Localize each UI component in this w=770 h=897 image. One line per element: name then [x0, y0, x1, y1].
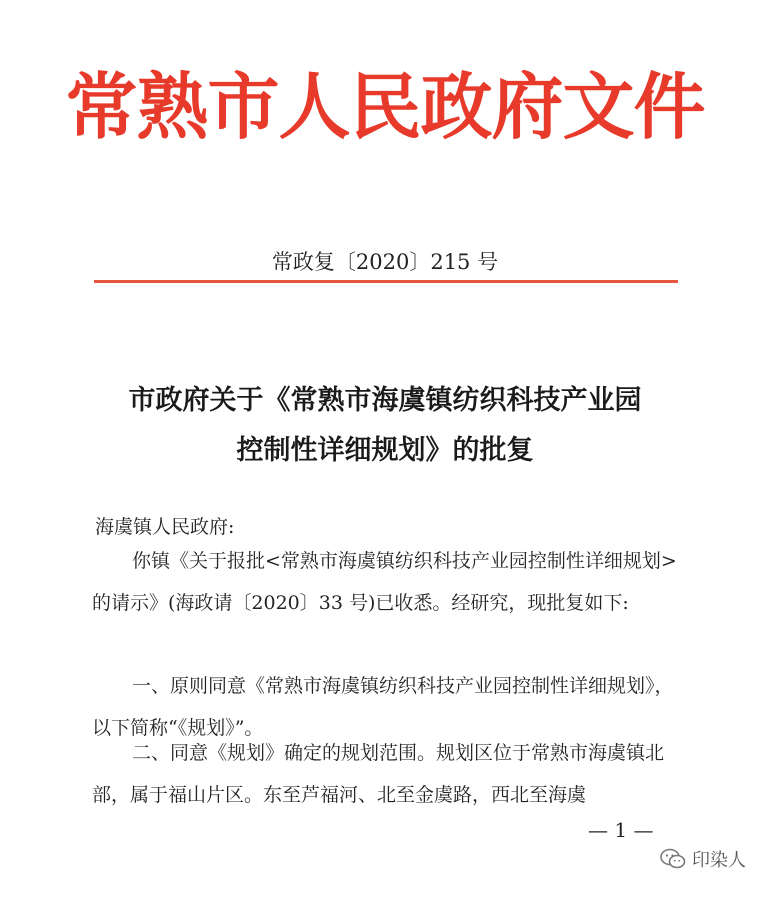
- issuer-masthead: 常熟市人民政府文件: [65, 64, 705, 149]
- title-line-1: 市政府关于《常熟市海虞镇纺织科技产业园: [128, 385, 642, 416]
- document-number: 常政复〔2020〕215 号: [271, 250, 499, 274]
- title-line-2: 控制性详细规划》的批复: [236, 435, 534, 466]
- document-title: [0, 376, 770, 476]
- wechat-icon: [660, 848, 686, 870]
- page-number: — 1 —: [588, 818, 654, 842]
- watermark: [660, 846, 746, 872]
- watermark-text: 印染人: [692, 850, 746, 871]
- salutation: 海虞镇人民政府:: [95, 516, 235, 538]
- red-divider: [94, 280, 678, 283]
- paragraph-2: 一、原则同意《常熟市海虞镇纺织科技产业园控制性详细规划》，以下简称“《规划》”。: [92, 675, 674, 739]
- paragraph-1: 你镇《关于报批<常熟市海虞镇纺织科技产业园控制性详细规划>的请示》(海政请〔2020〕33 号)已收悉。经研究，现批复如下:: [92, 550, 677, 614]
- paragraph-3: 二、同意《规划》确定的规划范围。规划区位于常熟市海虞镇北部，属于福山片区。东至芦福河、北至金虞路，西北至海虞: [92, 742, 665, 806]
